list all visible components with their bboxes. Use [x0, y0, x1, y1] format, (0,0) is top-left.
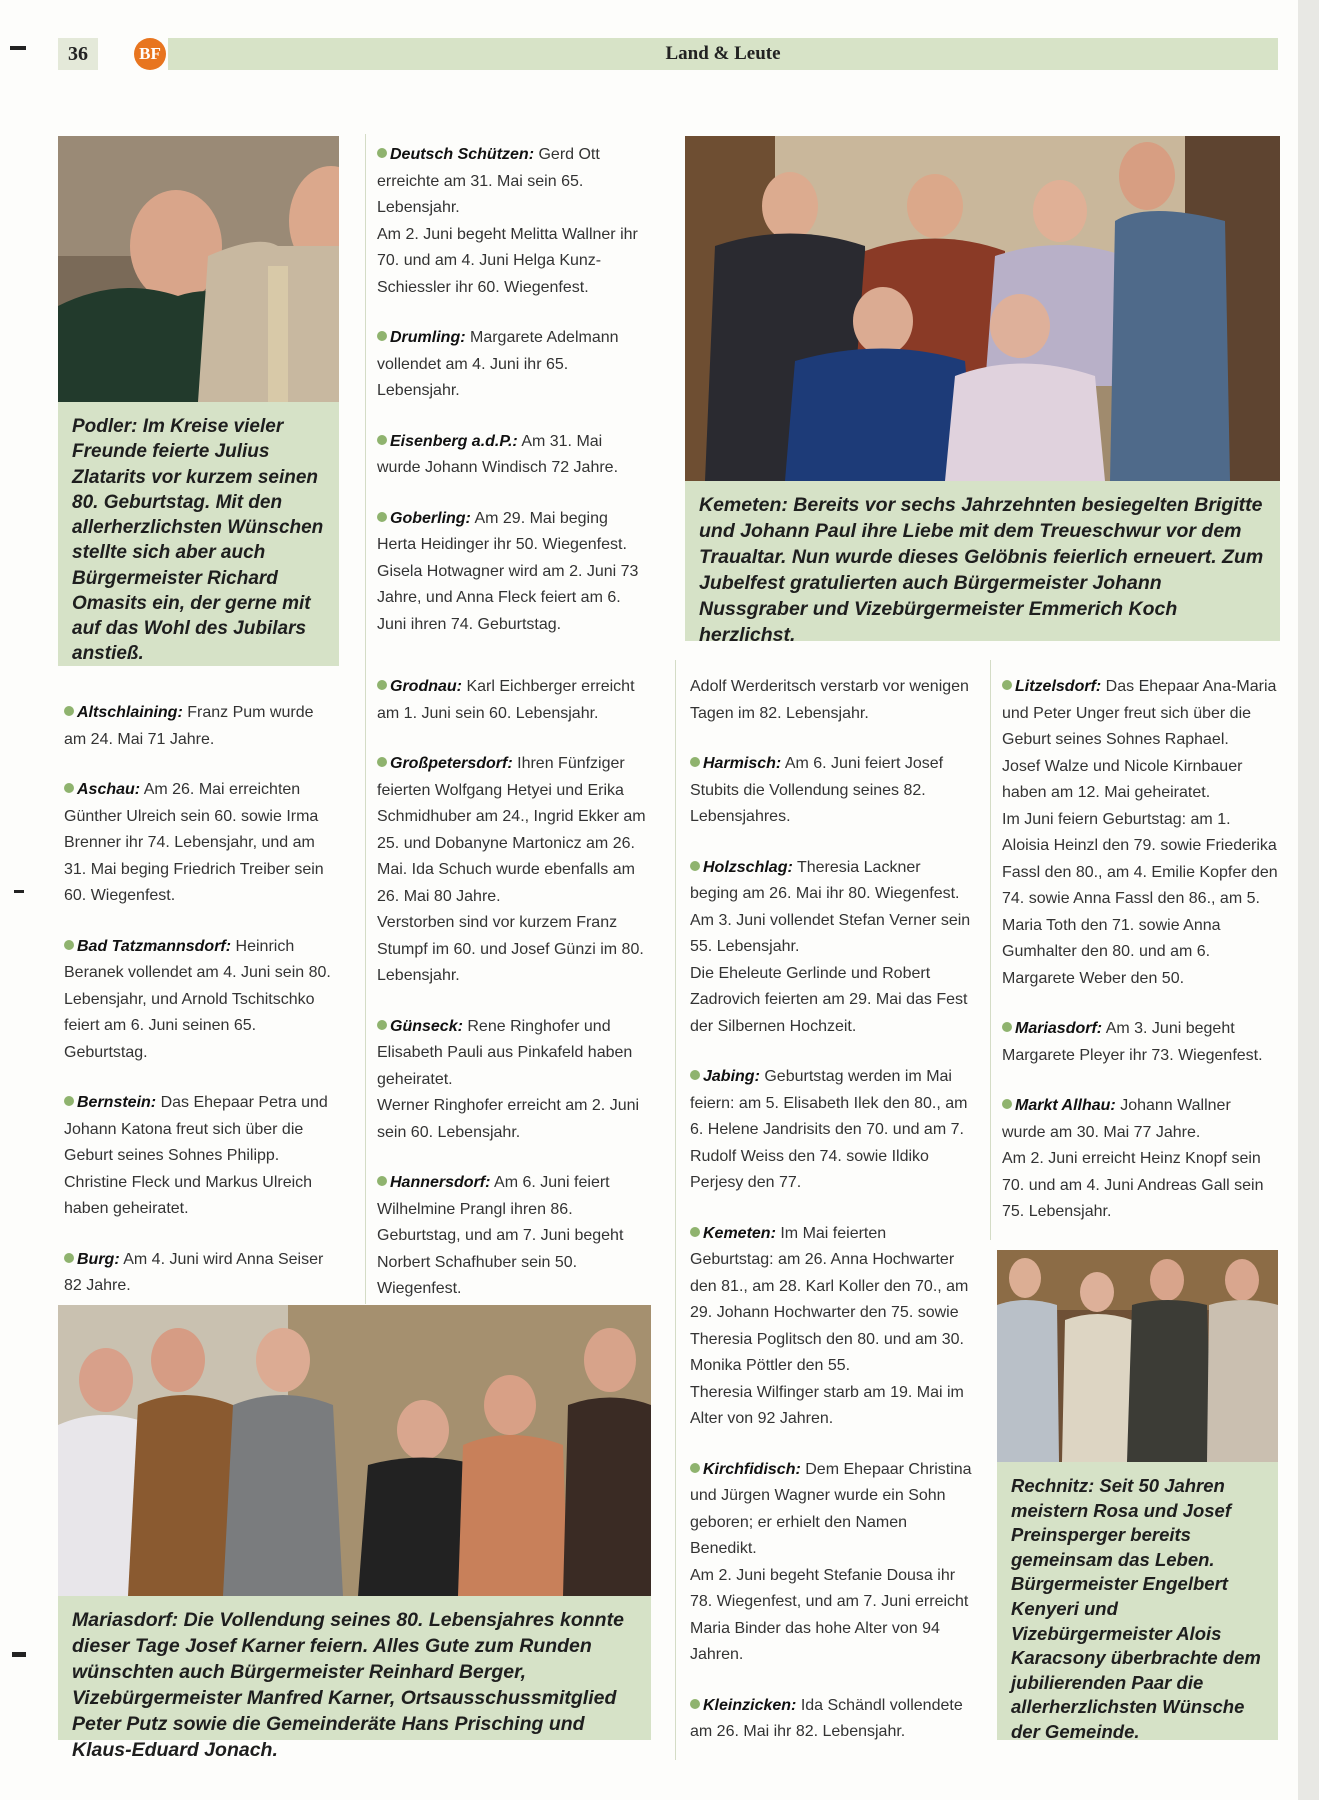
list-item — [690, 1457, 972, 1669]
entry-text: Gisela Hotwagner wird am 2. Juni 73 Jahre, und Anna Fleck feiert am 6. Juni ihren 74. Geburtstag. — [377, 562, 639, 633]
page-number: 36 — [58, 38, 98, 70]
entry-text: Am 2. Juni erreicht Heinz Knopf sein 70. und am 4. Juni Andreas Gall sein 75. Lebensjahr. — [1002, 1150, 1264, 1220]
list-item — [1002, 1093, 1278, 1226]
entry-text: Am 26. Mai erreichten Günther Ulreich sein 60. sowie Irma Brenner ihr 74. Lebensjahr, und am 31. Mai beging Friedrich Treiber sein 60. Wiegenfest. — [64, 781, 324, 904]
list-item — [690, 855, 972, 1041]
bullet-icon — [377, 512, 387, 522]
list-item — [377, 325, 649, 405]
caption-podler: Podler: Im Kreise vieler Freunde feierte Julius Zlatarits vor kurzem seinen 80. Geburtstag. Mit den allerherzlichsten Wünschen stellte sich aber auch Bürgermeister Richard Omasits ein, der gerne mit auf das Wohl des Jubilars anstieß. — [58, 402, 339, 666]
place-name: Harmisch: — [703, 755, 782, 772]
entry-text: Am 31. Mai wurde Johann Windisch 72 Jahre. — [377, 432, 619, 476]
entry-text: Ida Schändl vollendete am 26. Mai ihr 82. Lebensjahr. — [690, 1696, 963, 1740]
place-name: Holzschlag: — [703, 858, 793, 876]
entry-text: Karl Eichberger erreicht am 1. Juni sein 60. Lebensjahr. — [377, 678, 635, 722]
bullet-icon — [1002, 680, 1012, 690]
place-name: Kirchfidisch: — [703, 1460, 801, 1478]
list-item — [377, 1014, 649, 1147]
place-name: Altschlaining: — [77, 704, 183, 721]
entry-text: Rene Ringhofer und Elisabeth Pauli aus Pinkafeld haben geheiratet. — [377, 1017, 633, 1088]
entry-text: Am 3. Juni begeht Margarete Pleyer ihr 73. Wiegenfest. — [1002, 1020, 1263, 1064]
place-name: Deutsch Schützen: — [390, 146, 535, 163]
page-header — [58, 38, 1278, 70]
column-3 — [690, 674, 972, 1770]
entry-text: Am 29. Mai beging Herta Heidinger ihr 50. Wiegenfest. — [377, 509, 627, 553]
entry-text: Am 6. Juni feiert Josef Stubits die Vollendung seines 82. Lebensjahres. — [690, 755, 944, 825]
place-name: Großpetersdorf: — [390, 755, 513, 772]
bullet-icon — [64, 783, 74, 793]
entry-text: Margarete Adelmann vollendet am 4. Juni ihr 65. Lebensjahr. — [377, 329, 619, 399]
bullet-icon — [377, 1020, 387, 1030]
bullet-icon — [377, 757, 387, 767]
entry-text: Am 2. Juni begeht Melitta Wallner ihr 70. und am 4. Juni Helga Kunz-Schiessler ihr 60. Wiegenfest. — [377, 225, 638, 296]
entry-text: Christine Fleck und Markus Ulreich haben geheiratet. — [64, 1173, 313, 1217]
bullet-icon — [377, 148, 387, 158]
caption-kemeten: Kemeten: Bereits vor sechs Jahrzehnten besiegelten Brigitte und Johann Paul ihre Liebe mit dem Treueschwur vor dem Traualtar. Nun wurde dieses Gelöbnis feierlich erneuert. Zum Jubelfest gratulierten auch Bürgermeister Johann Nussgraber und Vizebürgermeister Emmerich Koch herzlichst. — [685, 481, 1280, 641]
column-rule — [990, 660, 991, 1240]
place-name: Grodnau: — [390, 678, 462, 695]
margin-mark — [14, 890, 24, 893]
entry-text: Im Mai feierten Geburtstag: am 26. Anna Hochwarter den 81., am 28. Karl Koller den 70., am 29. Johann Hochwarter den 75. sowie Theresia Poglitsch den 80. und am 30. Monika Pöttler den 55. — [690, 1224, 969, 1374]
photo-rechnitz — [997, 1250, 1278, 1462]
list-item — [64, 934, 336, 1067]
place-name: Goberling: — [390, 509, 471, 527]
bullet-icon — [1002, 1099, 1012, 1109]
caption-rechnitz: Rechnitz: Seit 50 Jahren meistern Rosa und Josef Preinsperger bereits gemeinsam das Leben. Bürgermeister Engelbert Kenyeri und Vizebürgermeister Alois Karacsony überbrachte dem jubilierenden Paar die allerherzlichsten Wünsche der Gemeinde. — [997, 1462, 1278, 1740]
bullet-icon — [377, 331, 387, 341]
bullet-icon — [690, 1699, 700, 1709]
bullet-icon — [64, 1253, 74, 1263]
list-item — [64, 700, 336, 753]
place-name: Bad Tatzmannsdorf: — [77, 937, 232, 955]
list-item — [690, 1221, 972, 1433]
list-item — [377, 674, 649, 727]
list-item — [1002, 1016, 1278, 1069]
entry-text: Im Juni feiern Geburtstag: am 1. Aloisia Heinzl den 79. sowie Friederika Fassl den 80., am 4. Emilie Kopfer den 74. sowie Anna Fassl den 86., am 5. Maria Toth den 71. sowie Anna Gumhalter den 80. und am 6. Margarete Weber den 50. — [1002, 810, 1278, 987]
entry-text: Geburtstag werden im Mai feiern: am 5. Elisabeth Ilek den 80., am 6. Helene Jandrisits den 70. und am 7. Rudolf Weiss den 74. sowie Ildiko Perjesy den 77. — [690, 1068, 968, 1191]
list-item — [1002, 674, 1278, 992]
entry-text: Theresia Lackner beging am 26. Mai ihr 80. Wiegenfest. — [690, 858, 960, 902]
place-name: Mariasdorf: — [1015, 1020, 1103, 1037]
column-rule — [365, 134, 366, 1304]
bullet-icon — [377, 435, 387, 445]
bullet-icon — [64, 706, 74, 716]
list-item — [377, 142, 649, 301]
entry-text: Franz Pum wurde am 24. Mai 71 Jahre. — [64, 704, 314, 748]
bullet-icon — [690, 1070, 700, 1080]
margin-mark — [10, 46, 26, 50]
section-bar — [168, 38, 1278, 70]
bullet-icon — [690, 757, 700, 767]
entry-text: Josef Walze und Nicole Kirnbauer haben am 12. Mai geheiratet. — [1002, 757, 1243, 801]
entry-text: Ihren Fünfziger feierten Wolfgang Hetyei und Erika Schmidhuber am 24., Ingrid Ekker am 25. und Dobanyne Martonicz am 26. Mai. Ida Schuch wurde ebenfalls am 26. Mai 80 Jahre. — [377, 755, 646, 905]
column-2-top — [377, 142, 649, 662]
bullet-icon — [690, 861, 700, 871]
bullet-icon — [64, 1096, 74, 1106]
column-1 — [64, 700, 336, 1324]
entry-text: Gerd Ott erreichte am 31. Mai sein 65. Lebensjahr. — [377, 146, 600, 216]
place-name: Günseck: — [390, 1017, 463, 1035]
bullet-icon — [1002, 1022, 1012, 1032]
entry-text: Dem Ehepaar Christina und Jürgen Wagner wurde ein Sohn geboren; er erhielt den Namen Benedikt. — [690, 1460, 972, 1557]
place-name: Burg: — [77, 1250, 120, 1268]
entry-text: Adolf Werderitsch verstarb vor wenigen Tagen im 82. Lebensjahr. — [690, 678, 969, 722]
entry-text: Werner Ringhofer erreicht am 2. Juni sein 60. Lebensjahr. — [377, 1097, 640, 1141]
photo-mariasdorf — [58, 1305, 651, 1596]
column-2-bottom — [377, 674, 649, 1327]
bullet-icon — [64, 940, 74, 950]
photo-podler — [58, 136, 339, 402]
place-name: Eisenberg a.d.P.: — [390, 432, 518, 450]
list-item — [377, 751, 649, 990]
place-name: Bernstein: — [77, 1094, 157, 1111]
bullet-icon — [377, 680, 387, 690]
list-item — [377, 429, 649, 482]
entry-text: Das Ehepaar Ana-Maria und Peter Unger freut sich über die Geburt seines Sohnes Raphael. — [1002, 678, 1277, 748]
place-name: Kemeten: — [703, 1224, 776, 1242]
place-name: Jabing: — [703, 1068, 760, 1085]
entry-text: Am 2. Juni begeht Stefanie Dousa ihr 78. Wiegenfest, und am 7. Juni erreicht Maria Binder das hohe Alter von 94 Jahren. — [690, 1566, 969, 1663]
list-item — [64, 1090, 336, 1223]
entry-text: Verstorben sind vor kurzem Franz Stumpf im 60. und Josef Günzi im 80. Lebensjahr. — [377, 914, 644, 984]
list-item — [377, 1170, 649, 1303]
column-4 — [1002, 674, 1278, 1250]
place-name: Kleinzicken: — [703, 1696, 797, 1714]
section-title: Land & Leute — [665, 43, 781, 64]
entry-text: Am 4. Juni wird Anna Seiser 82 Jahre. — [64, 1250, 324, 1294]
list-item — [690, 751, 972, 831]
place-name: Aschau: — [77, 781, 141, 798]
entry-text: Am 3. Juni vollendet Stefan Verner sein 55. Lebensjahr. — [690, 911, 971, 955]
margin-mark — [12, 1652, 26, 1657]
photo-kemeten — [685, 136, 1280, 481]
bullet-icon — [377, 1176, 387, 1186]
list-item — [690, 674, 972, 727]
place-name: Hannersdorf: — [390, 1174, 491, 1191]
entry-text: Heinrich Beranek vollendet am 4. Juni sein 80. Lebensjahr, und Arnold Tschitschko feiert am 6. Juni seinen 65. Geburtstag. — [64, 937, 331, 1061]
bullet-icon — [690, 1463, 700, 1473]
place-name: Drumling: — [390, 329, 466, 346]
entry-text: Theresia Wilfinger starb am 19. Mai im Alter von 92 Jahren. — [690, 1383, 964, 1427]
entry-text: Das Ehepaar Petra und Johann Katona freut sich über die Geburt seines Sohnes Philipp. — [64, 1094, 328, 1164]
caption-mariasdorf: Mariasdorf: Die Vollendung seines 80. Lebensjahres konnte dieser Tage Josef Karner feiern. Alles Gute zum Runden wünschten auch Bürgermeister Reinhard Berger, Vizebürgermeister Manfred Karner, Ortsausschussmitglied Peter Putz sowie die Gemeinderäte Hans Prisching und Klaus-Eduard Jonach. — [58, 1596, 651, 1740]
entry-text: Die Eheleute Gerlinde und Robert Zadrovich feierten am 29. Mai das Fest der Silbernen Hochzeit. — [690, 964, 968, 1035]
publication-logo: BF — [134, 38, 166, 70]
entry-text: Johann Wallner wurde am 30. Mai 77 Jahre. — [1002, 1097, 1231, 1141]
list-item — [690, 1693, 972, 1746]
place-name: Litzelsdorf: — [1015, 678, 1102, 695]
bullet-icon — [690, 1227, 700, 1237]
place-name: Markt Allhau: — [1015, 1097, 1116, 1114]
column-rule — [675, 660, 676, 1760]
list-item — [377, 506, 649, 639]
list-item — [690, 1064, 972, 1197]
entry-text: Am 6. Juni feiert Wilhelmine Prangl ihren 86. Geburtstag, und am 7. Juni begeht Norbert Schafhuber sein 50. Wiegenfest. — [377, 1174, 624, 1297]
page-edge — [1298, 0, 1319, 1800]
list-item — [64, 777, 336, 910]
list-item — [64, 1247, 336, 1300]
